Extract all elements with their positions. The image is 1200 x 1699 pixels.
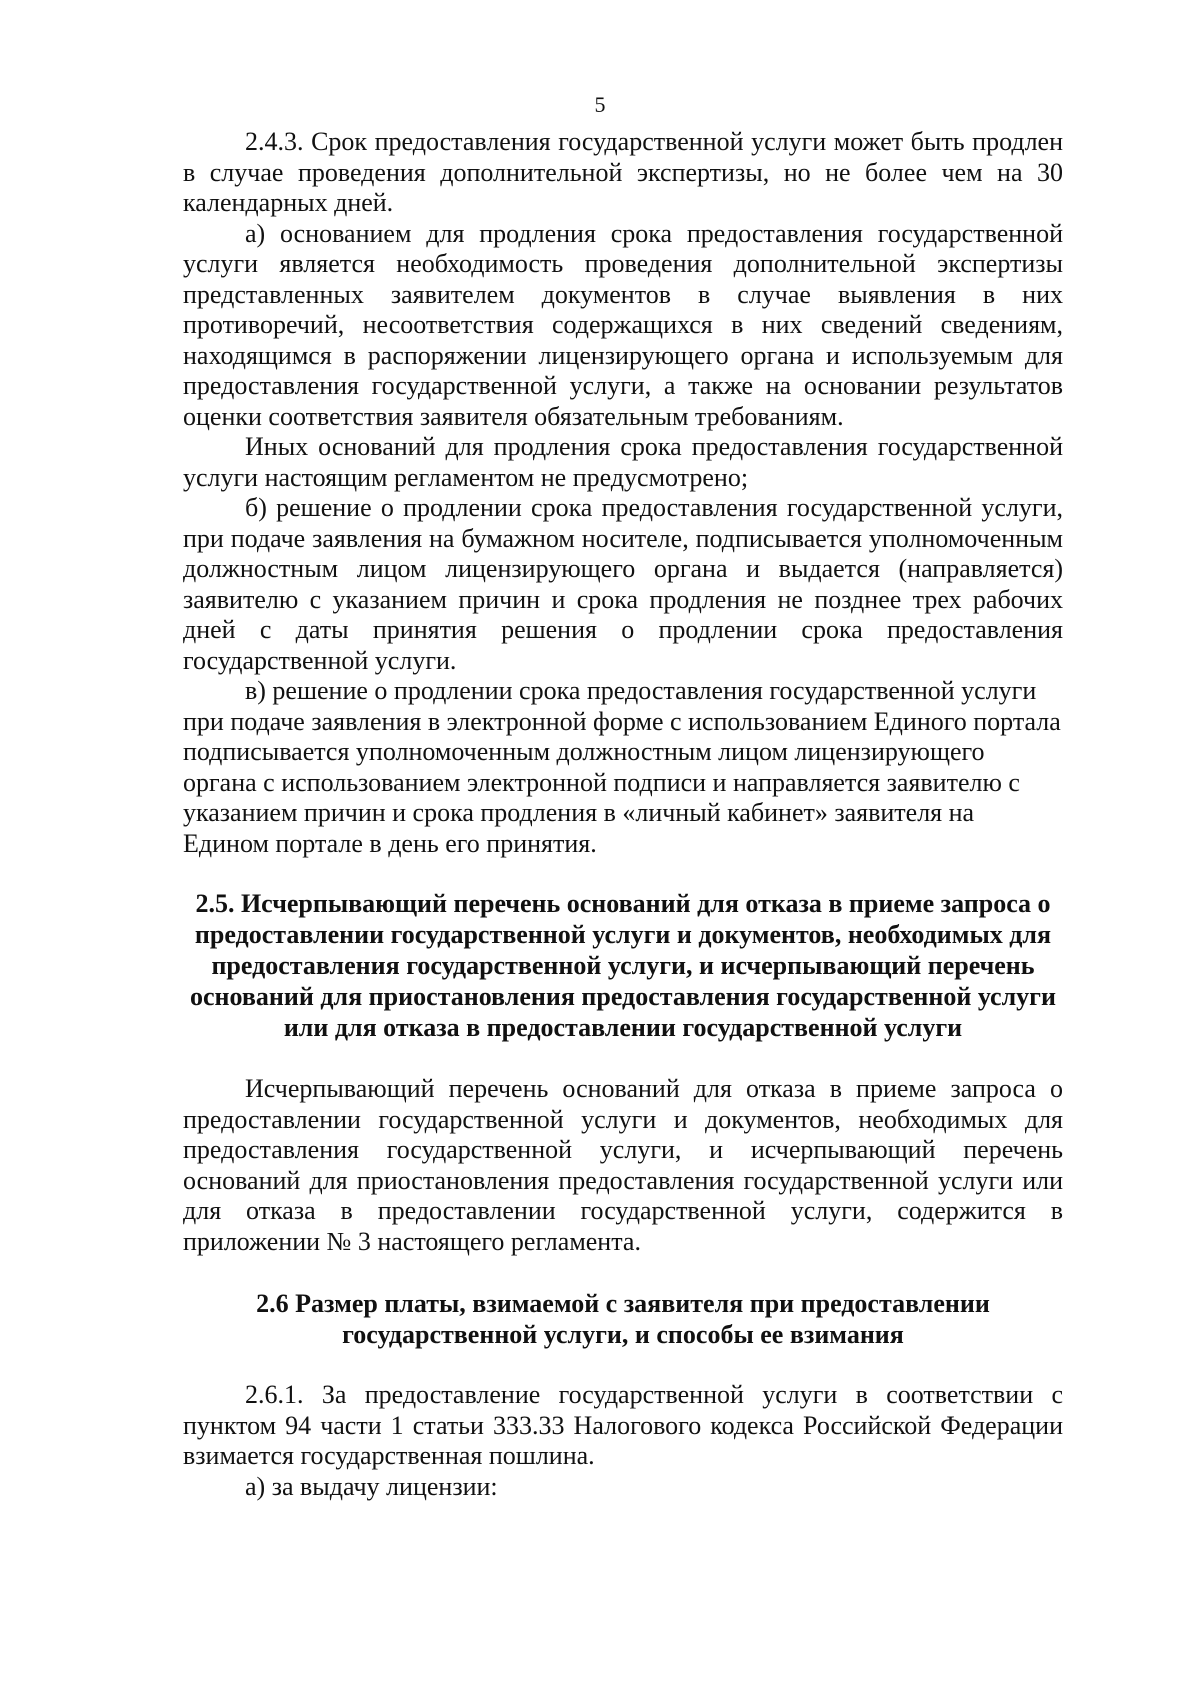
paragraph-2-6-1-a: а) за выдачу лицензии:	[245, 1471, 498, 1501]
paragraph-2-4-3-b: б) решение о продлении срока предоставления государственной услуги, при подаче заявления на бумажном носителе, подписывается уполномоченным должностным лицом лицензирующего органа и выдается (направляется) заявителю с указанием причин и срока продления не позднее трех рабочих дней с даты принятия решения о продлении срока предоставления государственной услуги.	[183, 493, 1063, 675]
paragraph-2-5-body: Исчерпывающий перечень оснований для отказа в приеме запроса о предоставлении государственной услуги и документов, необходимых для предоставления государственной услуги, и исчерпывающий перечень оснований для приостановления предоставления государственной услуги или для отказа в предоставлении государственной услуги, содержится в приложении № 3 настоящего регламента.	[183, 1074, 1063, 1256]
paragraph-2-4-3-v: в) решение о продлении срока предоставления государственной услуги при подаче заявления в электронной форме с использованием Единого портала подписывается уполномоченным должностным лицом лицензирующего органа с использованием электронной подписи и направляется заявителю с указанием причин и срока продления в «личный кабинет» заявителя на Едином портале в день его принятия.	[183, 676, 1061, 858]
paragraph-2-4-3-a: а) основанием для продления срока предоставления государственной услуги является необходимость проведения дополнительной экспертизы представленных заявителем документов в случае выявления в них противоречий, несоответствия содержащихся в них сведений сведениям, находящимся в распоряжении лицензирующего органа и используемым для предоставления государственной услуги, а также на основании результатов оценки соответствия заявителя обязательным требованиям.	[183, 218, 1063, 431]
paragraph-2-6-1: 2.6.1. За предоставление государственной услуги в соответствии с пунктом 94 части 1 статьи 333.33 Налогового кодекса Российской Федерации взимается государственная пошлина.	[183, 1380, 1063, 1470]
paragraph-no-other-grounds: Иных оснований для продления срока предоставления государственной услуги настоящим регламентом не предусмотрено;	[183, 432, 1063, 492]
heading-2-5: 2.5. Исчерпывающий перечень оснований для отказа в приеме запроса о предоставлении государственной услуги и документов, необходимых для предоставления государственной услуги, и исчерпывающий перечень оснований для приостановления предоставления государственной услуги или для отказа в предоставлении государственной услуги	[190, 889, 1056, 1042]
paragraph-2-4-3: 2.4.3. Срок предоставления государственной услуги может быть продлен в случае проведения дополнительной экспертизы, но не более чем на 30 календарных дней.	[183, 127, 1063, 217]
document-body	[183, 127, 1063, 1502]
page-number: 5	[594, 92, 606, 117]
heading-2-6: 2.6 Размер платы, взимаемой с заявителя при предоставлении государственной услуги, и способы ее взимания	[256, 1289, 990, 1349]
